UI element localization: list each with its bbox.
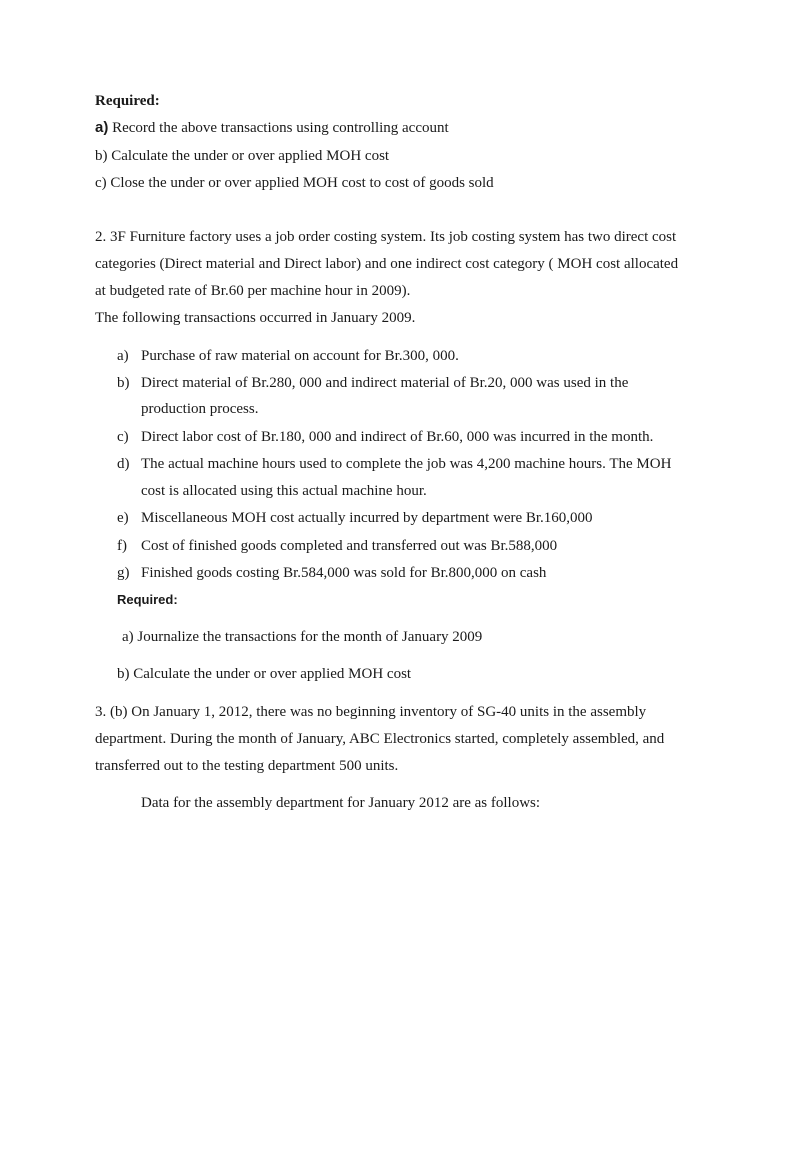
- question3-line1: 3. (b) On January 1, 2012, there was no beginning inventory of SG-40 units in the assembly: [95, 704, 647, 720]
- list-item-text: The actual machine hours used to complete the job was 4,200 machine hours. The MOH: [141, 456, 672, 472]
- list-item-label: f): [117, 538, 127, 554]
- question2-intro-line1: 2. 3F Furniture factory uses a job order costing system. Its job costing system has two direct cost: [95, 229, 677, 245]
- question3-line4: Data for the assembly department for January 2012 are as follows:: [141, 795, 541, 811]
- list-item-text: Miscellaneous MOH cost actually incurred by department were Br.160,000: [141, 510, 593, 526]
- required-heading-1: Required:: [95, 93, 160, 109]
- required-heading-2: Required:: [117, 592, 178, 607]
- required-item-a: [95, 118, 449, 138]
- question2-intro-line3: at budgeted rate of Br.60 per machine hour in 2009).: [95, 283, 411, 299]
- question3-line2: department. During the month of January, ABC Electronics started, completely assembled, and: [95, 731, 665, 747]
- list-item-label: b): [117, 375, 130, 391]
- item-text: Record the above transactions using controlling account: [108, 120, 449, 136]
- list-item-label: a): [117, 348, 129, 364]
- required2-item-b: b) Calculate the under or over applied MOH cost: [117, 666, 412, 682]
- list-item-text: Finished goods costing Br.584,000 was sold for Br.800,000 on cash: [141, 565, 547, 581]
- question2-intro-line4: The following transactions occurred in January 2009.: [95, 310, 416, 326]
- list-item-text: cost is allocated using this actual machine hour.: [141, 483, 427, 499]
- question2-intro-line2: categories (Direct material and Direct labor) and one indirect cost category ( MOH cost allocated: [95, 256, 679, 272]
- question3-line3: transferred out to the testing department 500 units.: [95, 758, 399, 774]
- list-item-text: Cost of finished goods completed and transferred out was Br.588,000: [141, 538, 558, 554]
- list-item-text: Direct labor cost of Br.180, 000 and indirect of Br.60, 000 was incurred in the month.: [141, 429, 654, 445]
- list-item-label: e): [117, 510, 129, 526]
- required-item-b: b) Calculate the under or over applied MOH cost: [95, 148, 390, 164]
- list-item-text: production process.: [141, 401, 259, 417]
- required-item-c: c) Close the under or over applied MOH cost to cost of goods sold: [95, 175, 494, 191]
- list-item-label: c): [117, 429, 129, 445]
- list-item-label: g): [117, 565, 130, 581]
- list-item-text: Direct material of Br.280, 000 and indirect material of Br.20, 000 was used in the: [141, 375, 629, 391]
- list-item-label: d): [117, 456, 130, 472]
- required2-item-a: a) Journalize the transactions for the month of January 2009: [122, 629, 483, 645]
- item-label: a): [95, 119, 109, 136]
- list-item-text: Purchase of raw material on account for Br.300, 000.: [141, 348, 459, 364]
